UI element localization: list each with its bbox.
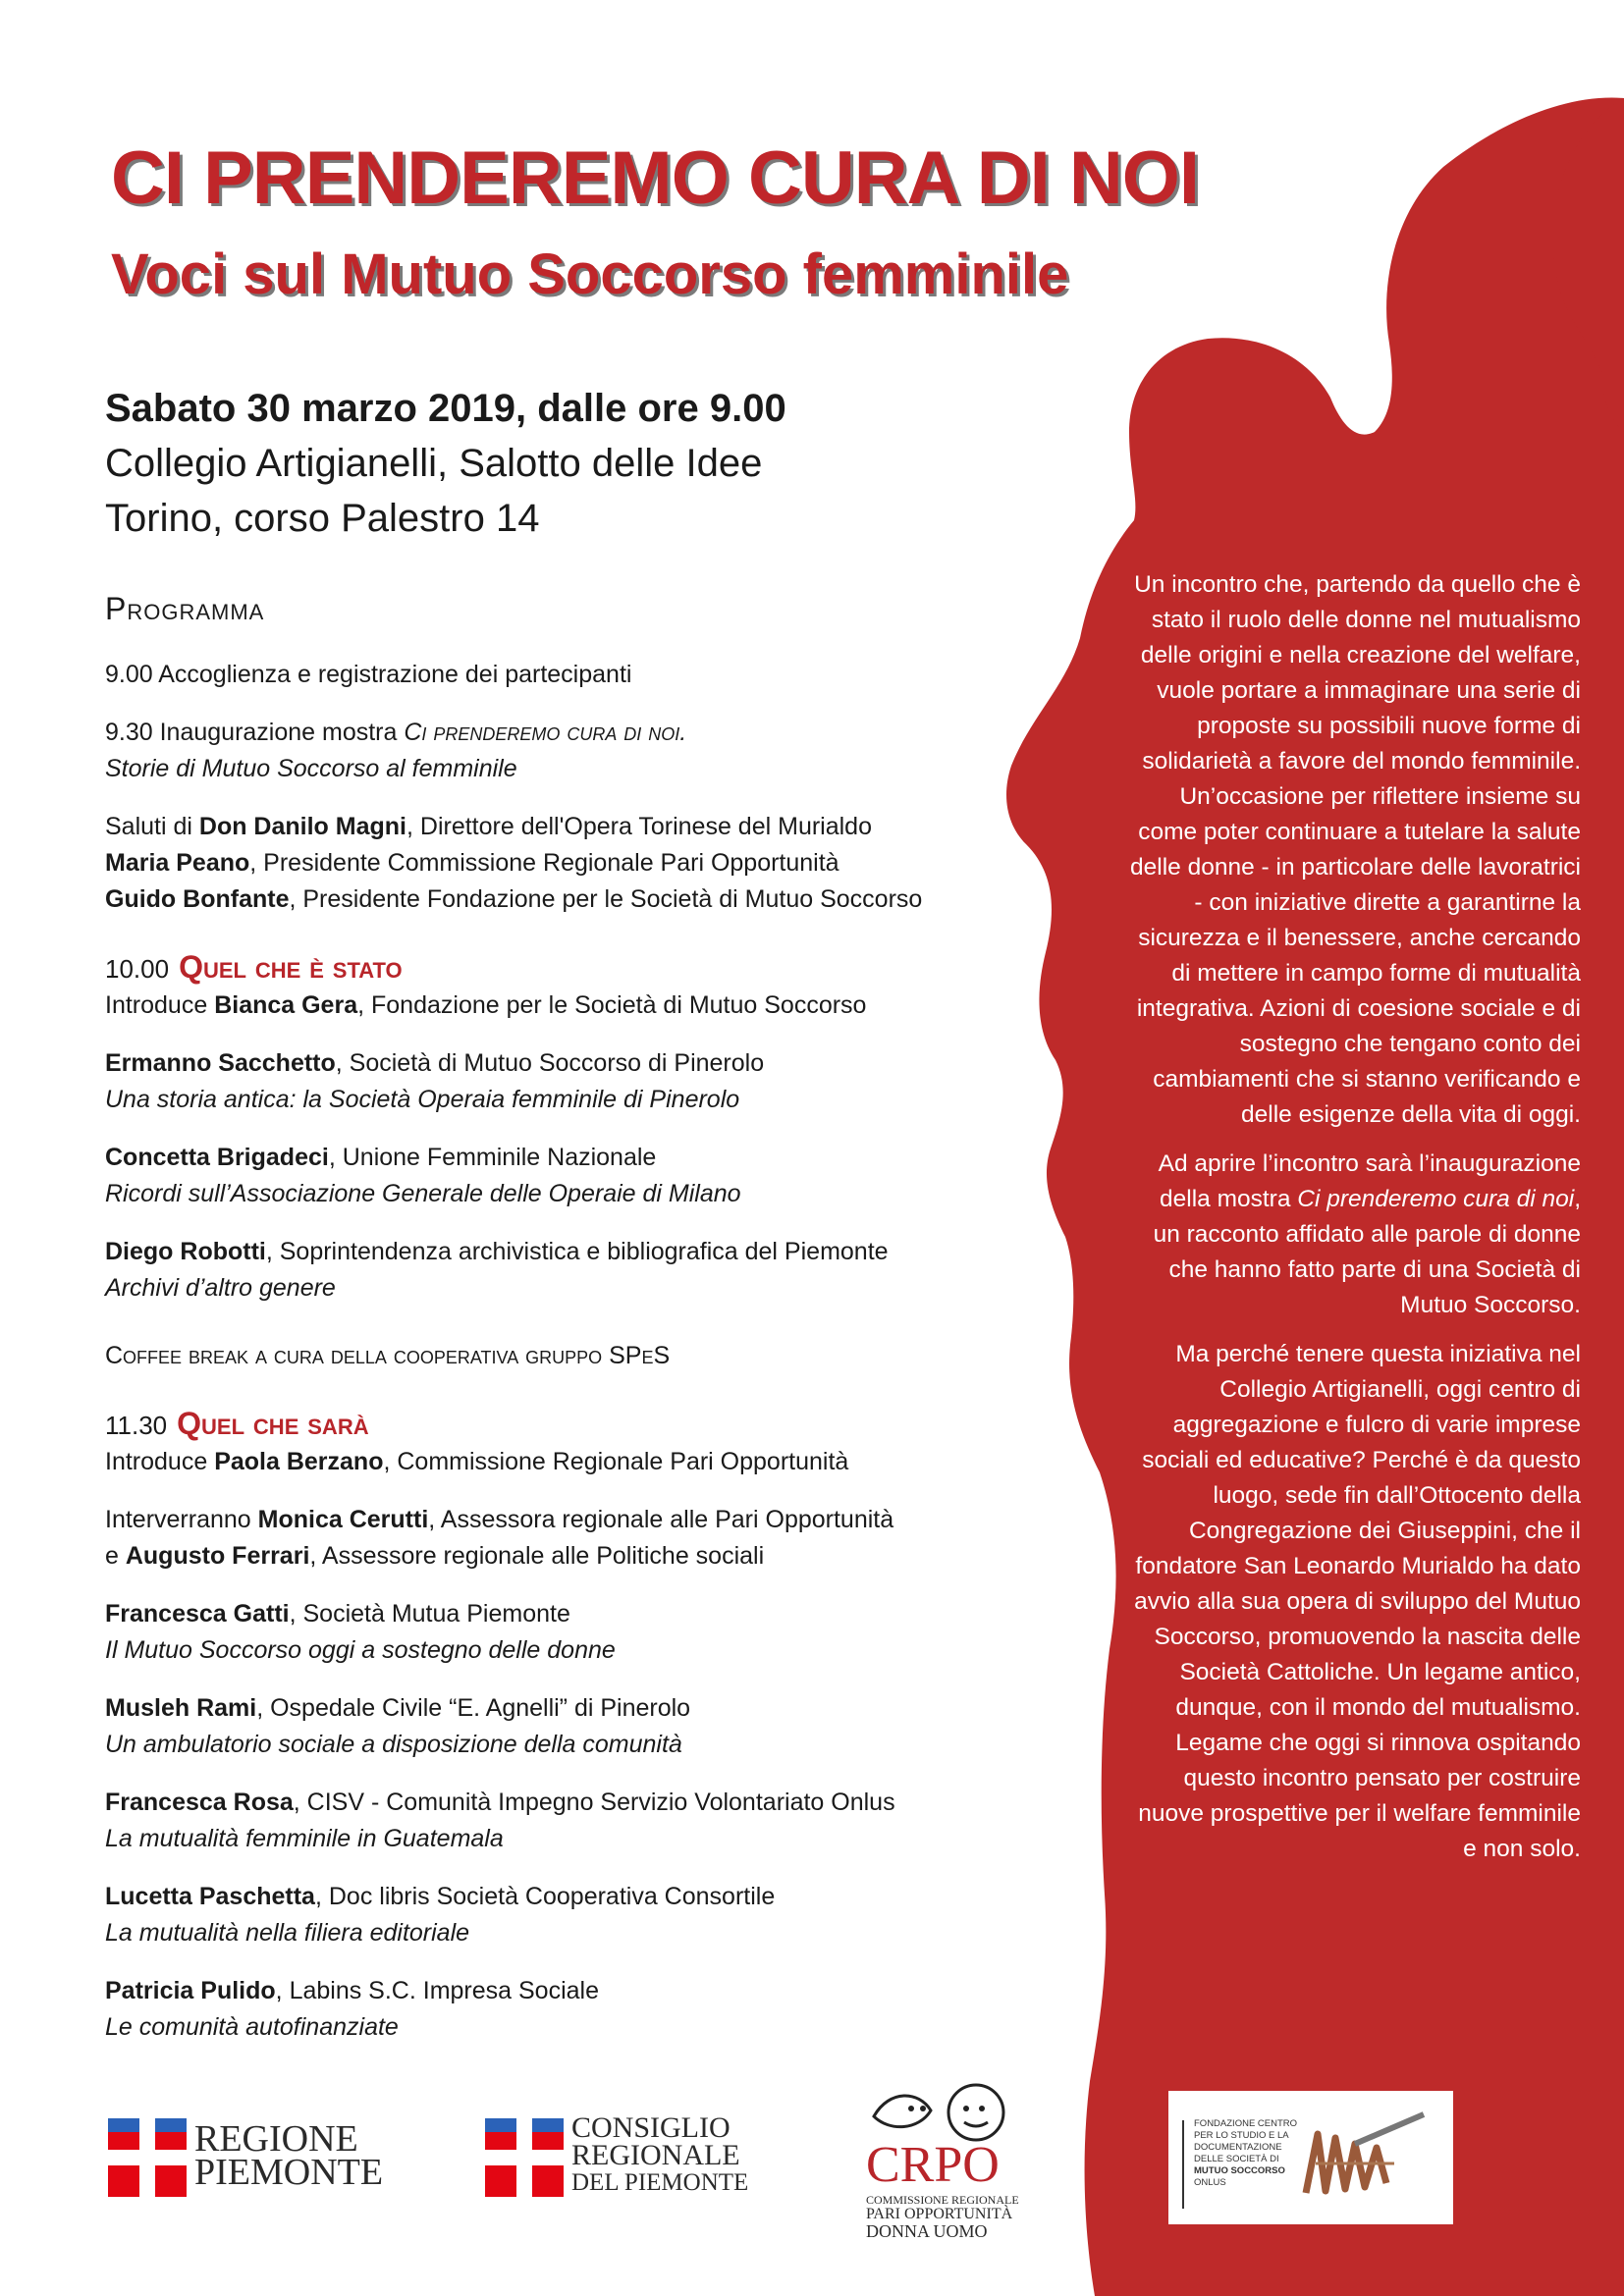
program [105,591,969,2046]
description-para-3: Ma perché tenere questa iniziativa nel Collegio Artigianelli, oggi centro di aggregazione e fulcro di varie imprese sociali ed educative? Perché è da questo luogo, sede fin dall’Ottocento della Congregazione dei Giuseppini, che il fondatore San Leonardo Murialdo ha dato avvio alla sua opera di sviluppo del Mutuo Soccorso, promuovendo la nascita delle Società Cattoliche. Un legame antico, dunque, con il mondo del mutualismo. Legame che oggi si rinnova ospitando questo incontro pensato per costruire nuove prospettive per il welfare femminile e non solo. [1134,1341,1581,1862]
talk-topic: Una storia antica: la Società Operaia femminile di Pinerolo [105,1086,740,1113]
talk-topic: Archivi d’altro genere [105,1274,336,1302]
fondazione-logo [1168,2091,1453,2224]
crpo-sub-1: COMMISSIONE REGIONALE [866,2193,1019,2207]
session-heading: 10.00 Quel che è stato [105,949,403,985]
talk-topic: Un ambulatorio sociale a disposizione della comunità [105,1731,682,1758]
description-panel [1129,567,1581,1881]
greeting-line: Guido Bonfante, Presidente Fondazione per le Società di Mutuo Soccorso [105,885,923,913]
fondazione-text-6: ONLUS [1194,2177,1226,2188]
crpo-faces-icon [860,2079,1027,2144]
consiglio-regionale-logo [485,2111,780,2203]
event-date: Sabato 30 marzo 2019, dalle ore 9.00 [105,387,786,430]
speaker-line: Francesca Rosa, CISV - Comunità Impegno Servizio Volontariato Onlus [105,1789,895,1816]
event-venue: Collegio Artigianelli, Salotto delle Idee [105,442,763,485]
event-address: Torino, corso Palestro 14 [105,497,540,540]
greeting-line: Saluti di Don Danilo Magni, Direttore dell'Opera Torinese del Murialdo [105,813,872,840]
page-subtitle: Voci sul Mutuo Soccorso femminile [111,242,1069,306]
speaker-line: Diego Robotti, Soprintendenza archivistica e bibliografica del Piemonte [105,1238,889,1265]
description-para-1: Un incontro che, partendo da quello che è stato il ruolo delle donne nel mutualismo delle origini e nella creazione del welfare, vuole portare a immaginare una serie di proposte su possibili nuove forme di solidarietà a favore del mondo femminile. Un’occasione per riflettere insieme su come poter continuare a tutelare la salute delle donne - in particolare delle lavoratrici - con iniziative dirette a garantirne la sicurezza e il benessere, anche cercando di mettere in campo forme di mutualità integrativa. Azioni di coesione sociale e di sostegno che tengano conto dei cambiamenti che si stanno verificando e delle esigenze della vita di oggi. [1130,571,1581,1128]
consiglio-text-3: DEL PIEMONTE [571,2169,749,2196]
talk-topic: Il Mutuo Soccorso oggi a sostegno delle donne [105,1636,616,1664]
session-intro: Introduce Paola Berzano, Commissione Regionale Pari Opportunità [105,1448,849,1475]
program-item-inauguration-sub: Storie di Mutuo Soccorso al femminile [105,755,517,782]
crpo-logo [860,2079,1027,2241]
regione-text-1: REGIONE [194,2118,358,2160]
description-para-2: Ad aprire l’incontro sarà l’inaugurazione della mostra Ci prenderemo cura di noi, un racconto affidato alle parole di donne che hanno fatto parte di una Società di Mutuo Soccorso. [1153,1150,1581,1318]
talk-topic: La mutualità nella filiera editoriale [105,1919,470,1947]
speaker-line: Ermanno Sacchetto, Società di Mutuo Soccorso di Pinerolo [105,1049,765,1077]
greeting-line: Maria Peano, Presidente Commissione Regionale Pari Opportunità [105,849,839,877]
crpo-sub-3: DONNA UOMO [866,2221,988,2241]
event-info [105,381,786,546]
program-title: Programma [105,591,265,626]
speaker-line: e Augusto Ferrari, Assessore regionale alle Politiche sociali [105,1542,765,1570]
speaker-line: Francesca Gatti, Società Mutua Piemonte [105,1600,570,1628]
speaker-line: Lucetta Paschetta, Doc libris Società Cooperativa Consortile [105,1883,776,1910]
speaker-line: Interverranno Monica Cerutti, Assessora regionale alle Pari Opportunità [105,1506,894,1533]
fondazione-text-1: FONDAZIONE CENTRO [1194,2118,1298,2129]
consiglio-text-2: REGIONALE [571,2139,740,2171]
talk-topic: Le comunità autofinanziate [105,2013,399,2041]
fondazione-text-4: DELLE SOCIETÀ DI [1194,2154,1279,2164]
program-item-welcome: 9.00 Accoglienza e registrazione dei partecipanti [105,661,632,688]
fondazione-text-5: MUTUO SOCCORSO [1194,2165,1285,2176]
session-heading: 11.30 Quel che sarà [105,1406,369,1441]
regione-piemonte-logo [108,2118,383,2201]
talk-topic: Ricordi sull’Associazione Generale delle Operaie di Milano [105,1180,741,1207]
coffee-break: Coffee break a cura della cooperativa gruppo SPeS [105,1342,671,1369]
talk-topic: La mutualità femminile in Guatemala [105,1825,504,1852]
page-title: CI PRENDEREMO CURA DI NOI [111,136,1200,220]
fondazione-text-3: DOCUMENTAZIONE [1194,2142,1282,2153]
regione-text-2: PIEMONTE [194,2152,384,2193]
crpo-sub-2: PARI OPPORTUNITÀ [866,2206,1013,2222]
consiglio-text-1: CONSIGLIO [571,2111,731,2144]
crpo-text: CRPO [866,2137,1000,2193]
fondazione-text-2: PER LO STUDIO E LA [1194,2130,1289,2141]
session-intro: Introduce Bianca Gera, Fondazione per le Società di Mutuo Soccorso [105,991,867,1019]
fondazione-figures-icon [1296,2105,1434,2203]
program-item-inauguration: 9.30 Inaugurazione mostra Ci prenderemo cura di noi. [105,719,687,746]
speaker-line: Patricia Pulido, Labins S.C. Impresa Sociale [105,1977,599,2004]
speaker-line: Musleh Rami, Ospedale Civile “E. Agnelli” di Pinerolo [105,1694,691,1722]
speaker-line: Concetta Brigadeci, Unione Femminile Nazionale [105,1144,657,1171]
